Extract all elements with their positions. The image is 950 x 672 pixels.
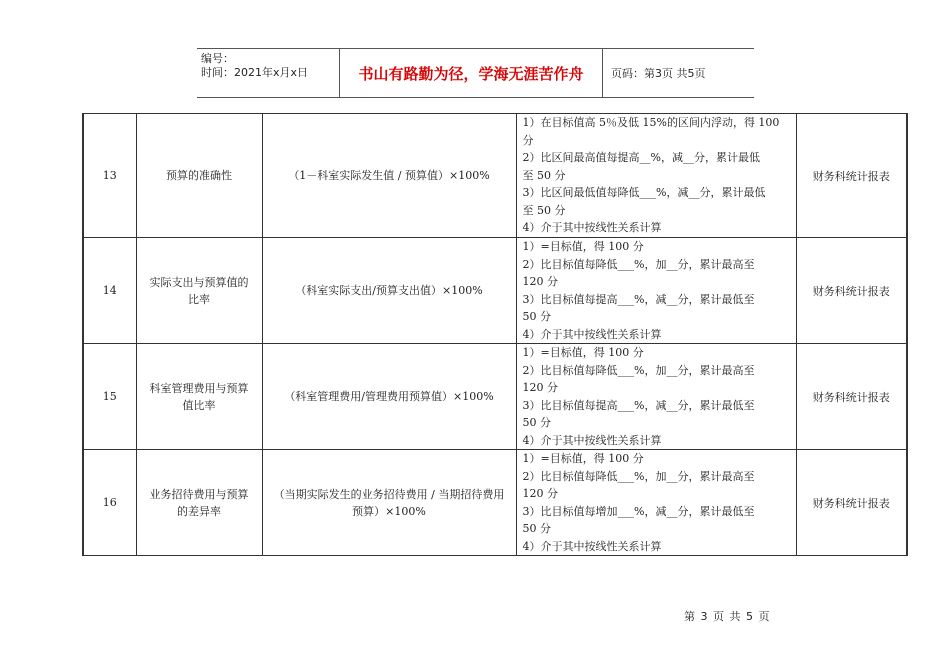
indicator-table [82, 113, 908, 556]
criteria-line: 分 [522, 133, 534, 147]
criteria-line: 1）=目标值，得 100 分 [522, 346, 644, 359]
criteria-line: 120 分 [522, 381, 558, 394]
row-number: 14 [83, 238, 136, 344]
criteria-line: 4）介于其中按线性关系计算 [522, 327, 662, 341]
indicator-name [136, 238, 262, 344]
indicator-name-text: 业务招待费用与预算的差异率 [149, 487, 249, 518]
criteria-line: 2）比目标值每降低___%，加__分，累计最高至 [522, 257, 755, 271]
row-number: 16 [83, 450, 136, 556]
serial-label: 编号： [201, 52, 234, 65]
indicator-name [136, 344, 262, 450]
criteria-line: 4）介于其中按线性关系计算 [522, 433, 662, 447]
criteria-line: 1）=目标值，得 100 分 [522, 452, 644, 465]
criteria-line: 2）比目标值每降低___%，加__分，累计最高至 [522, 469, 755, 483]
criteria-line: 2）比目标值每降低___%，加__分，累计最高至 [522, 363, 755, 377]
header-meta [197, 49, 340, 97]
formula-text: （科室实际支出/预算支出值）×100% [295, 284, 483, 297]
table-row [83, 450, 907, 556]
criteria-line: 3）比目标值每提高___%，减__分，累计最低至 [522, 292, 755, 306]
formula-text: （科室管理费用/管理费用预算值）×100% [284, 390, 494, 403]
criteria-line: 3）比区间最低值每降低___%，减__分，累计最低 [522, 186, 766, 200]
criteria-line: 至 50 分 [522, 203, 566, 217]
formula [262, 450, 516, 556]
scoring-criteria [516, 450, 796, 556]
criteria-line: 3）比目标值每提高___%，减__分，累计最低至 [522, 398, 755, 412]
criteria-line: 4）介于其中按线性关系计算 [522, 221, 662, 235]
criteria-line: 2）比区间最高值每提高__%，减__分，累计最低 [522, 151, 760, 165]
data-source: 财务科统计报表 [796, 450, 907, 556]
formula [262, 344, 516, 450]
row-number: 15 [83, 344, 136, 450]
data-source: 财务科统计报表 [796, 114, 907, 238]
data-source: 财务科统计报表 [796, 344, 907, 450]
formula [262, 238, 516, 344]
scoring-criteria [516, 238, 796, 344]
page-footer: 第 3 页 共 5 页 [684, 610, 771, 623]
criteria-line: 120 分 [522, 487, 558, 500]
scoring-criteria [516, 344, 796, 450]
scoring-criteria [516, 114, 796, 238]
time-label: 时间：2021年x月x日 [201, 66, 309, 79]
criteria-line: 50 分 [522, 416, 551, 429]
table-row [83, 114, 907, 238]
indicator-name-text: 科室管理费用与预算值比率 [149, 381, 249, 412]
page-label: 页码：第3页 共5页 [611, 67, 706, 80]
table-row [83, 238, 907, 344]
criteria-line: 50 分 [522, 522, 551, 535]
criteria-line: 120 分 [522, 275, 558, 288]
criteria-line: 1）=目标值，得 100 分 [522, 240, 644, 253]
criteria-line: 至 50 分 [522, 168, 566, 182]
formula [262, 114, 516, 238]
formula-text: （1－科室实际发生值 / 预算值）×100% [288, 169, 490, 182]
criteria-line: 4）介于其中按线性关系计算 [522, 539, 662, 553]
criteria-line: 50 分 [522, 310, 551, 323]
table-row [83, 344, 907, 450]
row-number: 13 [83, 114, 136, 238]
criteria-line: 1）在目标值高 5％及低 15%的区间内浮动，得 100 [522, 116, 780, 130]
indicator-name-text: 预算的准确性 [166, 169, 232, 182]
header-motto: 书山有路勤为径，学海无涯苦作舟 [340, 49, 603, 97]
indicator-name [136, 114, 262, 238]
indicator-name-text: 实际支出与预算值的比率 [149, 275, 249, 306]
page-header [197, 48, 754, 98]
indicator-name [136, 450, 262, 556]
data-source: 财务科统计报表 [796, 238, 907, 344]
criteria-line: 3）比目标值每增加___%，减__分，累计最低至 [522, 504, 755, 518]
indicator-table-body [83, 114, 907, 556]
formula-text: （当期实际发生的业务招待费用 / 当期招待费用预算）×100% [273, 487, 505, 518]
header-page [603, 49, 754, 97]
